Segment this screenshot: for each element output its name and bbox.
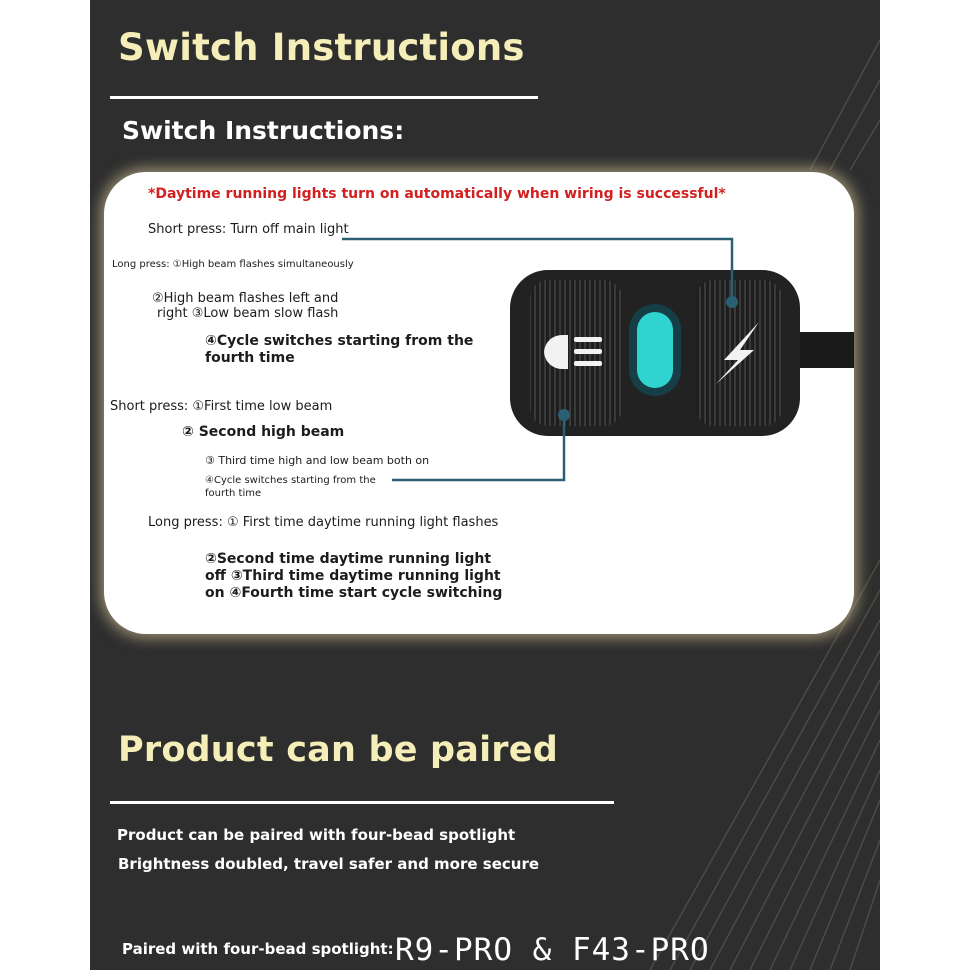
paired-heading-divider xyxy=(110,801,614,804)
product-paired-heading: Product can be paired xyxy=(118,730,558,770)
beam-fourth: ④Cycle switches starting from the fourth time xyxy=(205,475,376,499)
heading-divider xyxy=(110,96,538,99)
beam-third: ③ Third time high and low beam both on xyxy=(205,454,430,467)
product-info-panel xyxy=(90,0,880,970)
main-light-item2: ②High beam flashes left and right ③Low beam slow flash xyxy=(152,291,339,321)
switch-instructions-heading: Switch Instructions xyxy=(118,26,525,69)
drl-long-press: Long press: ① First time daytime running light flashes xyxy=(148,515,499,530)
beam-short-press: Short press: ①First time low beam xyxy=(110,399,333,414)
instructions-card xyxy=(104,172,854,634)
paired-models: R9-PRO & F43-PRO xyxy=(395,932,710,968)
main-light-long-press: Long press: ①High beam flashes simultaneously xyxy=(112,259,354,270)
main-light-short-press: Short press: Turn off main light xyxy=(148,222,349,237)
paired-line-2: Brightness doubled, travel safer and more secure xyxy=(118,855,540,873)
beam-second: ② Second high beam xyxy=(182,424,345,440)
drl-steps: ②Second time daytime running light off ③Third time daytime running light on ④Fourth time start cycle switching xyxy=(205,551,503,601)
switch-instructions-subheading: Switch Instructions: xyxy=(122,116,405,145)
main-light-item4: ④Cycle switches starting from the fourth time xyxy=(205,333,474,366)
paired-label: Paired with four-bead spotlight: xyxy=(122,940,394,958)
auto-drl-notice: *Daytime running lights turn on automatically when wiring is successful* xyxy=(148,186,726,202)
paired-line-1: Product can be paired with four-bead spotlight xyxy=(117,826,516,844)
